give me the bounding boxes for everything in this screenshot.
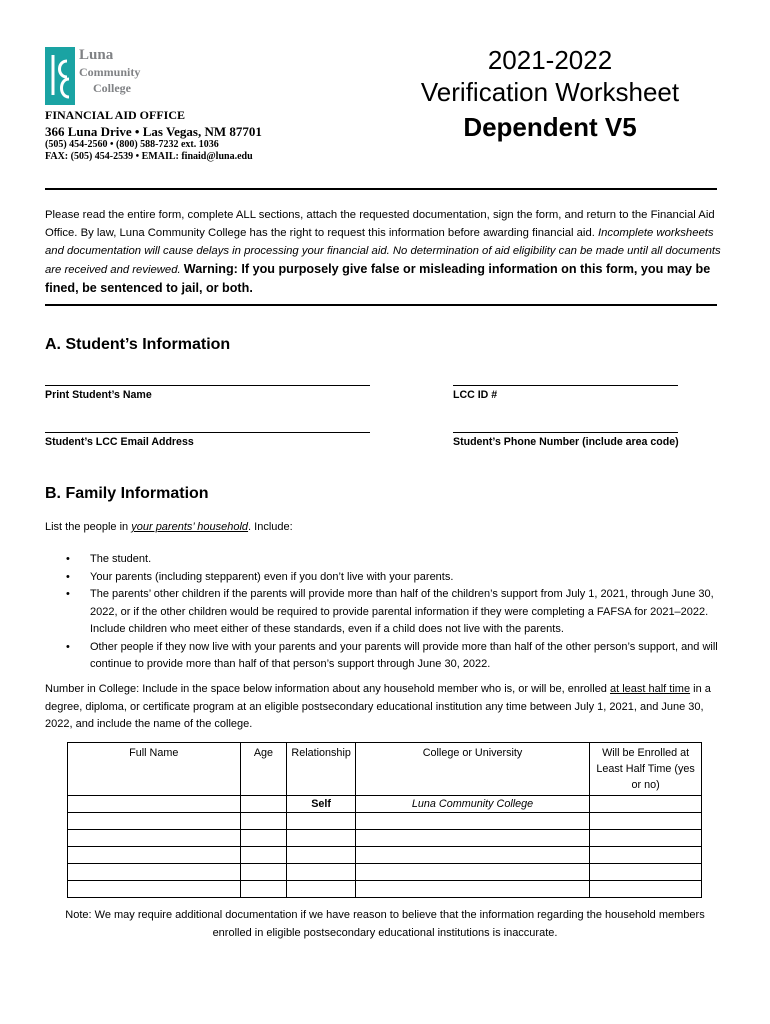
instructions-italic: Incomplete worksheets and documentation will cause delays in processing your financial aid. No determination of aid eligibility can be made until all documents are received and reviewed. — [45, 227, 721, 276]
office-address: 366 Luna Drive • Las Vegas, NM 87701 — [45, 124, 262, 139]
student-phone-field[interactable] — [453, 432, 678, 433]
cell-age[interactable] — [240, 796, 287, 813]
college-logo — [45, 45, 141, 107]
household-table — [67, 742, 702, 898]
college-note-text: Number in College: Include in the space below information about any household member who is, or will be, enrolled — [45, 683, 610, 695]
cell-full-name[interactable] — [68, 881, 241, 898]
instructions-text: Please read the entire form, complete ALL sections, attach the requested documentation, sign the form, and return to the Financial Aid Office. By law, Luna Community College has the right to request this information before awarding financial aid. — [45, 209, 715, 239]
header-college: College or University — [355, 743, 589, 796]
cell-college[interactable] — [355, 813, 589, 830]
student-email-field[interactable] — [45, 432, 370, 433]
table-header-row — [68, 743, 702, 796]
logo-word-college: College — [93, 81, 131, 95]
cell-half-time[interactable] — [590, 830, 702, 847]
cell-college[interactable] — [355, 864, 589, 881]
cell-half-time[interactable] — [590, 881, 702, 898]
lcc-id-label: LCC ID # — [453, 389, 498, 401]
student-phone-label: Student’s Phone Number (include area code) — [453, 436, 679, 448]
warning-text: Warning: If you purposely give false or misleading information on this form, you may be fined, be sentenced to jail, or both. — [45, 262, 711, 295]
lcc-logo-icon — [45, 47, 75, 105]
list-item: • Your parents (including stepparent) even if you don’t live with your parents. — [60, 569, 725, 587]
student-name-label: Print Student’s Name — [45, 389, 152, 401]
student-name-field[interactable] — [45, 385, 370, 386]
household-intro — [45, 519, 293, 537]
college-enrollment-instructions — [45, 681, 725, 734]
cell-relationship[interactable] — [287, 847, 355, 864]
section-b-title: B. Family Information — [45, 485, 209, 502]
cell-full-name[interactable] — [68, 864, 241, 881]
college-note-text-end: in a degree, diploma, or certificate program at an eligible postsecondary educational institution any time between July 1, 2021, and June 30, 2022, and include the name of the college. — [45, 683, 711, 730]
cell-age[interactable] — [240, 864, 287, 881]
cell-age[interactable] — [240, 881, 287, 898]
divider-bottom — [45, 304, 717, 306]
cell-college[interactable] — [355, 830, 589, 847]
header-age: Age — [240, 743, 287, 796]
cell-relationship[interactable] — [287, 864, 355, 881]
instructions — [45, 206, 725, 298]
header-relationship: Relationship — [287, 743, 355, 796]
cell-half-time[interactable] — [590, 847, 702, 864]
table-row — [68, 847, 702, 864]
cell-half-time[interactable] — [590, 813, 702, 830]
cell-half-time[interactable] — [590, 796, 702, 813]
cell-relationship[interactable] — [287, 813, 355, 830]
cell-relationship[interactable] — [287, 830, 355, 847]
cell-age[interactable] — [240, 830, 287, 847]
household-intro-end: . Include: — [248, 521, 293, 533]
cell-relationship-self: Self — [287, 796, 355, 813]
list-item: • The student. — [60, 551, 725, 569]
table-row — [68, 881, 702, 898]
household-intro-emphasis: your parents’ household — [131, 521, 249, 533]
office-phones: (505) 454-2560 • (800) 588-7232 ext. 1036 — [45, 139, 219, 150]
student-email-label: Student’s LCC Email Address — [45, 436, 194, 448]
cell-relationship[interactable] — [287, 881, 355, 898]
college-note-emphasis: at least half time — [609, 683, 691, 695]
cell-age[interactable] — [240, 813, 287, 830]
form-title: Verification Worksheet — [420, 77, 680, 107]
office-name: FINANCIAL AID OFFICE — [45, 108, 186, 122]
household-member-list — [60, 551, 725, 674]
cell-college[interactable] — [355, 847, 589, 864]
cell-college-lcc: Luna Community College — [355, 796, 589, 813]
cell-full-name[interactable] — [68, 830, 241, 847]
cell-half-time[interactable] — [590, 864, 702, 881]
office-fax-email: FAX: (505) 454-2539 • EMAIL: finaid@luna.edu — [45, 151, 253, 162]
cell-full-name[interactable] — [68, 847, 241, 864]
list-item: • The parents’ other children if the parents will provide more than half of the children’s support from July 1, 2021, through June 30, 2022, or if the other children would be required to provide parental information if they were completing a FAFSA for 2021–2022. Include children who meet either of these standards, even if a child does not live with the parents. — [60, 586, 725, 639]
logo-word-luna: Luna — [79, 47, 114, 63]
header-half-time: Will be Enrolled at Least Half Time (yes or no) — [590, 743, 702, 796]
cell-college[interactable] — [355, 881, 589, 898]
table-row — [68, 864, 702, 881]
cell-full-name[interactable] — [68, 796, 241, 813]
table-row — [68, 830, 702, 847]
form-version: Dependent V5 — [463, 112, 637, 142]
lcc-id-field[interactable] — [453, 385, 678, 386]
divider-top — [45, 188, 717, 190]
list-item: • Other people if they now live with your parents and your parents will provide more than half of the other person’s support, and will continue to provide more than half of that person’s support through June 30, 2022. — [60, 639, 725, 674]
cell-full-name[interactable] — [68, 813, 241, 830]
section-a-title: A. Student’s Information — [45, 336, 231, 353]
household-intro-text: List the people in — [45, 521, 132, 533]
logo-word-community: Community — [79, 65, 141, 79]
table-row — [68, 796, 702, 813]
footnote: Note: We may require additional documentation if we have reason to believe that the information regarding the household members enrolled in eligible postsecondary educational institutions is inaccurate. — [65, 909, 705, 939]
header-full-name: Full Name — [68, 743, 241, 796]
table-row — [68, 813, 702, 830]
form-year: 2021-2022 — [487, 45, 613, 75]
cell-age[interactable] — [240, 847, 287, 864]
